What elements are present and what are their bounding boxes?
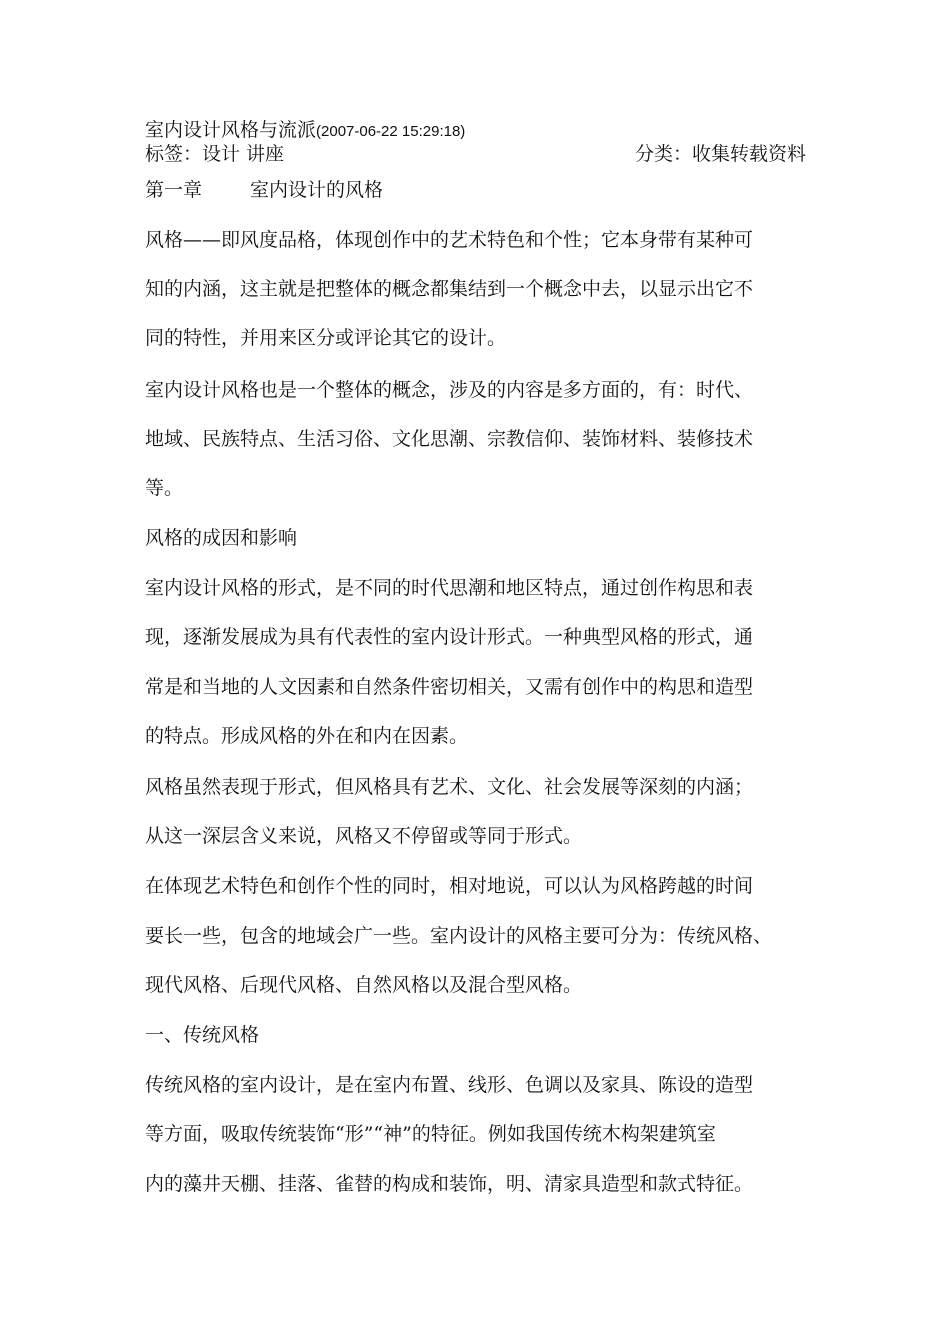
body-line: 要长一些，包含的地域会广一些。室内设计的风格主要可分为：传统风格、 [145,925,773,947]
body-line: 地域、民族特点、生活习俗、文化思潮、宗教信仰、装饰材料、装修技术 [145,428,754,450]
body-line: 的特点。形成风格的外在和内在因素。 [145,725,469,747]
body-line: 风格——即风度品格，体现创作中的艺术特色和个性；它本身带有某种可 [145,229,754,251]
chapter-label: 第一章 [145,179,203,201]
article-title-line [145,118,465,144]
body-line: 从这一深层含义来说，风格又不停留或等同于形式。 [145,825,583,847]
body-line: 传统风格的室内设计，是在室内布置、线形、色调以及家具、陈设的造型 [145,1074,754,1096]
section-heading: 一、传统风格 [145,1024,260,1046]
body-line: 等。 [145,477,184,499]
body-line: 风格虽然表现于形式，但风格具有艺术、文化、社会发展等深刻的内涵； [145,776,754,798]
body-line: 知的内涵，这主就是把整体的概念都集结到一个概念中去，以显示出它不 [145,278,754,300]
article-title: 室内设计风格与流派 [145,119,317,141]
section-heading: 风格的成因和影响 [145,527,298,549]
body-line: 同的特性，并用来区分或评论其它的设计。 [145,327,507,349]
body-line: 常是和当地的人文因素和自然条件密切相关，又需有创作中的构思和造型 [145,676,754,698]
article-tags: 标签：设计 讲座 [145,143,285,165]
body-line: 在体现艺术特色和创作个性的同时，相对地说，可以认为风格跨越的时间 [145,875,754,897]
body-line: 室内设计风格也是一个整体的概念，涉及的内容是多方面的，有：时代、 [145,379,754,401]
article-date: (2007-06-22 15:29:18) [316,123,466,140]
body-line: 等方面，吸取传统装饰“形”“神”的特征。例如我国传统木构架建筑室 [145,1123,716,1145]
body-line: 现，逐渐发展成为具有代表性的室内设计形式。一种典型风格的形式，通 [145,626,754,648]
article-category: 分类：收集转载资料 [634,143,806,165]
body-line: 内的藻井天棚、挂落、雀替的构成和装饰，明、清家具造型和款式特征。 [145,1173,754,1195]
body-line: 现代风格、后现代风格、自然风格以及混合型风格。 [145,974,583,996]
chapter-title: 室内设计的风格 [250,179,384,201]
chapter-heading [145,178,383,202]
body-line: 室内设计风格的形式，是不同的时代思潮和地区特点，通过创作构思和表 [145,577,754,599]
